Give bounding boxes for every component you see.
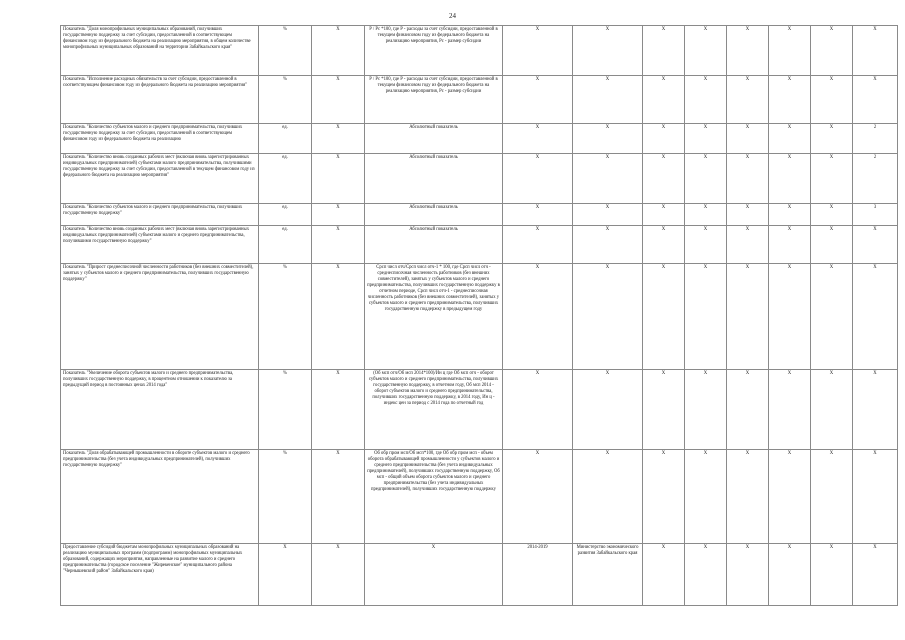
cell-description: Предоставление субсидий бюджетам монопрофильных муниципальных образований на реализацию муниципальных программ (подпрограмм) монопрофильных муниципальных образований, содержащих мероприятия, направленные на развитие малого и среднего предпринимательства (городское поселение "Жирекенское" муниципального района "Чернышевский район" Забайкальского края) bbox=[61, 544, 259, 606]
cell-description: Показатель "Количество вновь созданных рабочих мест (включая вновь зарегистрированных индивидуальных предпринимателей) субъектами малого и среднего предпринимательства, получившими государственную поддержку" bbox=[61, 226, 259, 264]
cell-col9: Х bbox=[727, 26, 769, 76]
cell-formula: Абсолютный показатель bbox=[365, 226, 503, 264]
cell-unit: Х bbox=[259, 544, 312, 606]
cell-description: Показатель "Количество вновь созданных рабочих мест (включая вновь зарегистрированных индивидуальных предпринимателей) субъектами малого предпринимательства, получившими государственную поддержку за счет субсидии, предоставленной в текущем финансовом году из федерального бюджета на реализацию мероприятия" bbox=[61, 154, 259, 204]
cell-col3: Х bbox=[312, 226, 365, 264]
cell-col10: Х bbox=[769, 450, 811, 544]
cell-formula: Об обр пром мсп/Об мсп*100, где Об обр пром мсп - объем оборота обрабатывающей промышленности у субъектов малого и среднего предпринимательства (без учета индивидуальных предпринимателей), получивших государственную поддержку, Об мсп - общий объем оборота субъектов малого и среднего предпринимательства (без учета индивидуальных предпринимателей), получивших государственную поддержку bbox=[365, 450, 503, 544]
cell-col9: Х bbox=[727, 76, 769, 124]
cell-unit: % bbox=[259, 450, 312, 544]
table-row bbox=[61, 450, 898, 544]
cell-col6: Х bbox=[573, 226, 643, 264]
cell-unit: ед. bbox=[259, 124, 312, 154]
cell-col8: Х bbox=[685, 544, 727, 606]
table-row bbox=[61, 124, 898, 154]
cell-unit: % bbox=[259, 264, 312, 370]
cell-unit: % bbox=[259, 26, 312, 76]
cell-col7: Х bbox=[643, 226, 685, 264]
cell-col12: Х bbox=[853, 544, 898, 606]
cell-col3: Х bbox=[312, 370, 365, 450]
table-row bbox=[61, 154, 898, 204]
cell-col5: Х bbox=[503, 26, 573, 76]
cell-col5: Х bbox=[503, 226, 573, 264]
cell-col10: Х bbox=[769, 370, 811, 450]
cell-col7: Х bbox=[643, 370, 685, 450]
table-row bbox=[61, 370, 898, 450]
cell-col10: Х bbox=[769, 226, 811, 264]
cell-col8: Х bbox=[685, 204, 727, 226]
cell-col11: Х bbox=[811, 124, 853, 154]
indicators-table bbox=[60, 25, 898, 606]
cell-col3: Х bbox=[312, 76, 365, 124]
cell-description: Показатель "Увеличение оборота субъектов малого и среднего предпринимательства, получивших государственную поддержку, в процентном отношении к показателю за предыдущий период в постоянных ценах 2014 года" bbox=[61, 370, 259, 450]
cell-col7: Х bbox=[643, 544, 685, 606]
table-row bbox=[61, 204, 898, 226]
cell-col9: Х bbox=[727, 450, 769, 544]
cell-col5: Х bbox=[503, 76, 573, 124]
cell-col10: Х bbox=[769, 154, 811, 204]
cell-formula: Х bbox=[365, 544, 503, 606]
cell-col9: Х bbox=[727, 154, 769, 204]
table-row bbox=[61, 26, 898, 76]
cell-col6: Х bbox=[573, 154, 643, 204]
cell-col11: Х bbox=[811, 544, 853, 606]
cell-col8: Х bbox=[685, 450, 727, 544]
cell-col6: Х bbox=[573, 124, 643, 154]
table-row bbox=[61, 544, 898, 606]
cell-col10: Х bbox=[769, 544, 811, 606]
cell-description: Показатель "Доля обрабатывающей промышленности в обороте субъектов малого и среднего предпринимательства (без учета индивидуальных предпринимателей), получивших государственную поддержку" bbox=[61, 450, 259, 544]
cell-col5: Х bbox=[503, 124, 573, 154]
cell-col3: Х bbox=[312, 154, 365, 204]
cell-col12: Х bbox=[853, 370, 898, 450]
cell-col8: Х bbox=[685, 264, 727, 370]
cell-unit: ед. bbox=[259, 226, 312, 264]
cell-col3: Х bbox=[312, 264, 365, 370]
cell-col9: Х bbox=[727, 264, 769, 370]
cell-col7: Х bbox=[643, 264, 685, 370]
cell-col7: Х bbox=[643, 154, 685, 204]
cell-col12: Х bbox=[853, 76, 898, 124]
cell-unit: ед. bbox=[259, 204, 312, 226]
cell-col11: Х bbox=[811, 264, 853, 370]
cell-col3: Х bbox=[312, 544, 365, 606]
table-row bbox=[61, 264, 898, 370]
cell-col8: Х bbox=[685, 26, 727, 76]
cell-col5: Х bbox=[503, 264, 573, 370]
cell-description: Показатель "Прирост среднесписочной численности работников (без внешних совместителей), занятых у субъектов малого и среднего предпринимательства, получивших государственную поддержку" bbox=[61, 264, 259, 370]
cell-col11: Х bbox=[811, 204, 853, 226]
cell-col12: Х bbox=[853, 450, 898, 544]
cell-col3: Х bbox=[312, 124, 365, 154]
table-row bbox=[61, 76, 898, 124]
cell-col12: Х bbox=[853, 264, 898, 370]
cell-col7: Х bbox=[643, 76, 685, 124]
cell-description: Показатель "Количество субъектов малого и среднего предпринимательства, получивших государственную поддержку за счет субсидии, предоставленной в соответствующем финансовом году из федерального бюджета на реализацию bbox=[61, 124, 259, 154]
cell-formula: Абсолютный показатель bbox=[365, 124, 503, 154]
cell-col10: Х bbox=[769, 26, 811, 76]
cell-col6: Х bbox=[573, 204, 643, 226]
cell-col7: Х bbox=[643, 450, 685, 544]
cell-col8: Х bbox=[685, 76, 727, 124]
cell-period: 2014-2019 bbox=[503, 544, 573, 606]
cell-col7: Х bbox=[643, 204, 685, 226]
cell-unit: ед. bbox=[259, 154, 312, 204]
cell-col8: Х bbox=[685, 154, 727, 204]
cell-unit: % bbox=[259, 76, 312, 124]
cell-col12: 3 bbox=[853, 204, 898, 226]
cell-col8: Х bbox=[685, 124, 727, 154]
cell-col11: Х bbox=[811, 154, 853, 204]
cell-col6: Х bbox=[573, 264, 643, 370]
table-row bbox=[61, 226, 898, 264]
cell-col9: Х bbox=[727, 124, 769, 154]
cell-description: Показатель "Исполнение расходных обязательств за счет субсидии, предоставленной в соответствующем финансовом году из федерального бюджета на реализацию мероприятия" bbox=[61, 76, 259, 124]
cell-col5: Х bbox=[503, 204, 573, 226]
cell-col3: Х bbox=[312, 450, 365, 544]
cell-col10: Х bbox=[769, 76, 811, 124]
cell-col6: Х bbox=[573, 76, 643, 124]
cell-col9: Х bbox=[727, 226, 769, 264]
cell-formula: Абсолютный показатель bbox=[365, 154, 503, 204]
cell-col9: Х bbox=[727, 544, 769, 606]
page-number: 24 bbox=[449, 12, 456, 20]
cell-col3: Х bbox=[312, 204, 365, 226]
cell-formula: P / Pc *100, где P - расходы за счет субсидии, предоставленной в текущем финансовом году из федерального бюджета на реализацию мероприятия, Pc - размер субсидии bbox=[365, 76, 503, 124]
cell-col12: Х bbox=[853, 26, 898, 76]
cell-formula: Срсп числ отч/Срсп числ отч-1 * 100, где Срсп числ отч - среднесписочная численность работников (без внешних совместителей), занятых у субъектов малого и среднего предпринимательства, получивших государственную поддержку в отчетном периоде, Срсп числ отч-1 - среднесписочная численность работников (без внешних совместителей), занятых у субъектов малого и среднего предпринимательства, получивших государственную поддержку в предыдущем году bbox=[365, 264, 503, 370]
cell-formula: P / Pc *100, где P - расходы за счет субсидии, предоставленной в текущем финансовом году из федерального бюджета на реализацию мероприятия, Pc - размер субсидии bbox=[365, 26, 503, 76]
cell-col9: Х bbox=[727, 370, 769, 450]
cell-unit: % bbox=[259, 370, 312, 450]
cell-col10: Х bbox=[769, 264, 811, 370]
cell-col11: Х bbox=[811, 26, 853, 76]
cell-col8: Х bbox=[685, 370, 727, 450]
cell-col8: Х bbox=[685, 226, 727, 264]
cell-col3: Х bbox=[312, 26, 365, 76]
cell-col7: Х bbox=[643, 26, 685, 76]
cell-description: Показатель "Доля монопрофильных муниципальных образований, получивших государственную поддержку за счет субсидии, предоставленной в соответствующем финансовом году из федерального бюджета на реализацию мероприятия, в общем количестве монопрофильных муниципальных образований на территории Забайкальского края" bbox=[61, 26, 259, 76]
cell-col11: Х bbox=[811, 226, 853, 264]
cell-formula: Абсолютный показатель bbox=[365, 204, 503, 226]
cell-col11: Х bbox=[811, 370, 853, 450]
cell-col11: Х bbox=[811, 450, 853, 544]
cell-description: Показатель "Количество субъектов малого и среднего предпринимательства, получивших государственную поддержку" bbox=[61, 204, 259, 226]
cell-col5: Х bbox=[503, 370, 573, 450]
cell-col5: Х bbox=[503, 450, 573, 544]
cell-col6: Х bbox=[573, 26, 643, 76]
cell-col9: Х bbox=[727, 204, 769, 226]
cell-col12: 2 bbox=[853, 124, 898, 154]
cell-col10: Х bbox=[769, 124, 811, 154]
cell-col12: Х bbox=[853, 226, 898, 264]
cell-col6: Х bbox=[573, 370, 643, 450]
cell-col6: Х bbox=[573, 450, 643, 544]
cell-col12: 2 bbox=[853, 154, 898, 204]
cell-formula: (Об мсп отч/Об мсп 2014*100)/Ин ц где Об мсп отч - оборот субъектов малого и среднего предпринимательства, получивших государственную поддержку, в отчетном году, Об мсп 2014 - оборот субъектов малого и среднего предпринимательства, получивших государственную поддержку, в 2014 году, Ин ц - индекс цен за период с 2014 года по отчетный год bbox=[365, 370, 503, 450]
cell-executor: Министерство экономического развития Забайкальского края bbox=[573, 544, 643, 606]
table-body bbox=[61, 26, 898, 606]
cell-col7: Х bbox=[643, 124, 685, 154]
cell-col5: Х bbox=[503, 154, 573, 204]
cell-col11: Х bbox=[811, 76, 853, 124]
cell-col10: Х bbox=[769, 204, 811, 226]
